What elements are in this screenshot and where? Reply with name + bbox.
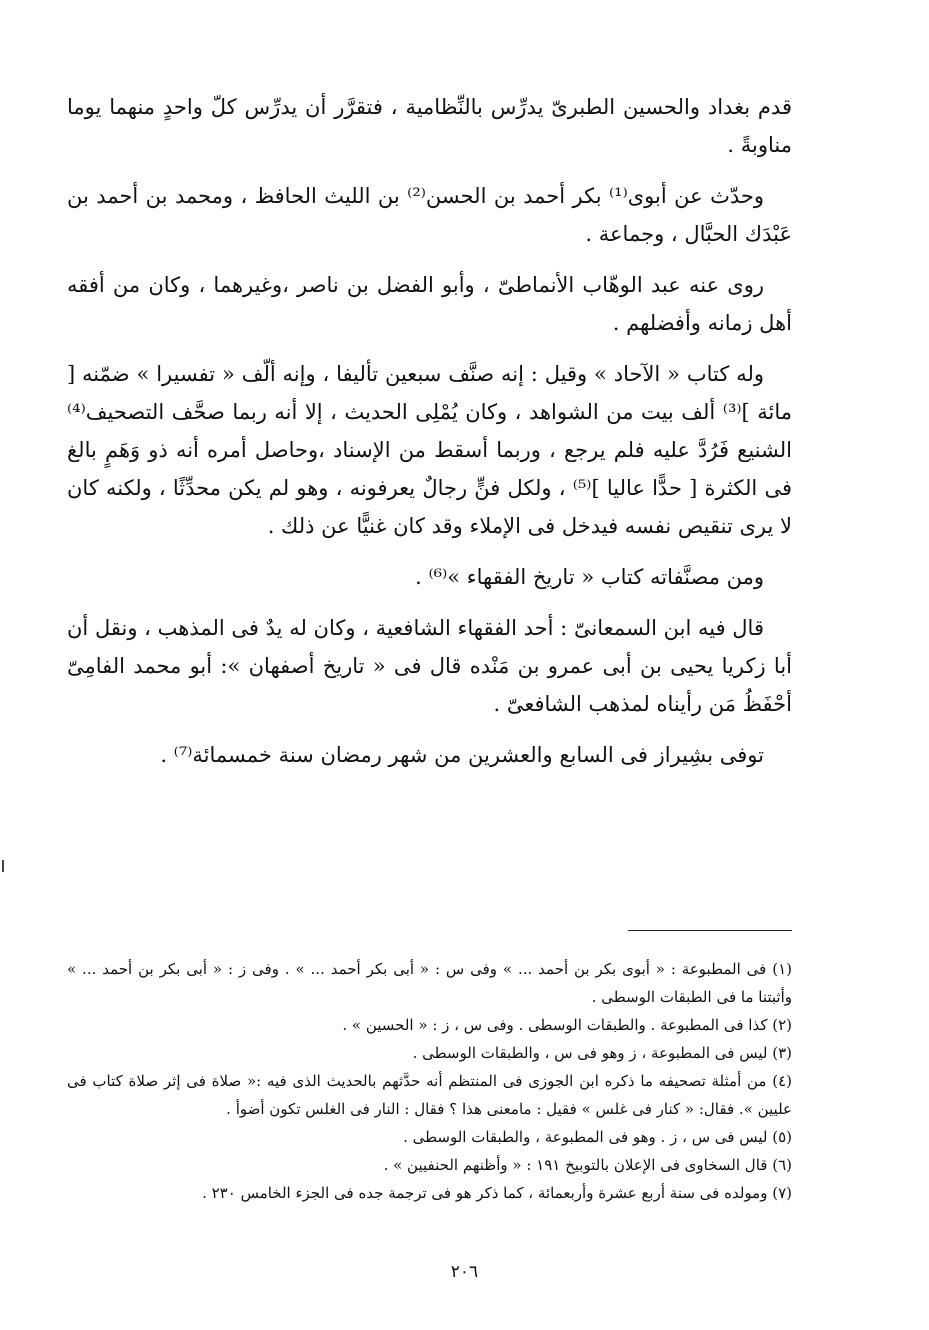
footnotes [67, 955, 792, 1207]
paragraph-7: توفى بشِيراز فى السابع والعشرين من شهر رمضان سنة خمسمائة⁽⁷⁾ . [160, 743, 764, 767]
paragraph-4: وله كتاب « الآحاد » وقيل : إنه صنَّف سبعين تأليفا ، وإنه ألّف « تفسيرا » ضمّنه [ مائة ]⁽³⁾ ألف بيت من الشواهد ، وكان يُمْلِى الحديث ، إلا أنه ربما صحَّف التصحيف⁽⁴⁾ الشنيع فَرُدَّ عليه فلم يرجع ، وربما أسقط من الإسناد ،وحاصل أمره أنه ذو وَهَمٍ بالغ فى الكثرة [ حدًّا عاليا ]⁽⁵⁾ ، ولكل فنٍّ رجالٌ يعرفونه ، وهو لم يكن محدِّثًا ، ولكنه كان لا يرى تنقيص نفسه فيدخل فى الإملاء وقد كان غنيًّا عن ذلك . [67, 362, 792, 538]
margin-mark [2, 860, 4, 872]
footnote-1: (١) فى المطبوعة : « أبوى بكر بن أحمد ... » وفى س : « أبى بكر أحمد ... » . وفى ز : « أبى بكر بن أحمد ... » وأثبتنا ما فى الطبقات الوسطى . [67, 960, 792, 1006]
paragraph-5: ومن مصنَّفاته كتاب « تاريخ الفقهاء »⁽⁶⁾ . [415, 565, 764, 589]
footnote-2: (٢) كذا فى المطبوعة . والطبقات الوسطى . وفى س ، ز : « الحسين » . [342, 1016, 792, 1034]
footnote-7: (٧) ومولده فى سنة أربع عشرة وأربعمائة ، كما ذكر هو فى ترجمة جده فى الجزء الخامس ٢٣٠ . [202, 1184, 792, 1202]
footnote-6: (٦) قال السخاوى فى الإعلان بالتوبيخ ١٩١ : « وأظنهم الحنفيين » . [383, 1156, 792, 1174]
footnote-4: (٤) من أمثلة تصحيفه ما ذكره ابن الجوزى فى المنتظم أنه حدَّثهم بالحديث الذى فيه :« صلاة فى إثر صلاة كتاب فى عليين ». فقال: « كنار فى غلس » فقيل : مامعنى هذا ؟ فقال : النار فى الغلس تكون أضوأ . [67, 1072, 792, 1118]
footnote-separator [628, 930, 792, 931]
footnote-3: (٣) ليس فى المطبوعة ، ز وهو فى س ، والطبقات الوسطى . [412, 1044, 792, 1062]
paragraph-2: وحدّث عن أبوى⁽¹⁾ بكر أحمد بن الحسن⁽²⁾ بن الليث الحافظ ، ومحمد بن أحمد بن عَبْدَك الحبَّال ، وجماعة . [67, 184, 792, 246]
paragraph-6: قال فيه ابن السمعانىّ : أحد الفقهاء الشافعية ، وكان له يدٌ فى المذهب ، ونقل أن أبا زكريا يحيى بن أبى عمرو بن مَنْده قال فى « تاريخ أصفهان »: أبو محمد الفامِىّ أحْفَظُ مَن رأيناه لمذهب الشافعىّ . [67, 616, 792, 716]
paragraph-3: روى عنه عبد الوهّاب الأنماطىّ ، وأبو الفضل بن ناصر ،وغيرهما ، وكان من أفقه أهل زمانه وأفضلهم . [67, 273, 792, 335]
paragraph-1: قدم بغداد والحسين الطبرىّ يدرِّس بالنِّظامية ، فتقرَّر أن يدرِّس كلّ واحدٍ منهما يوما مناوبةً . [67, 95, 792, 157]
main-text [67, 88, 792, 787]
footnote-5: (٥) ليس فى س ، ز . وهو فى المطبوعة ، والطبقات الوسطى . [403, 1128, 792, 1146]
page-number: ٢٠٦ [450, 1262, 479, 1282]
